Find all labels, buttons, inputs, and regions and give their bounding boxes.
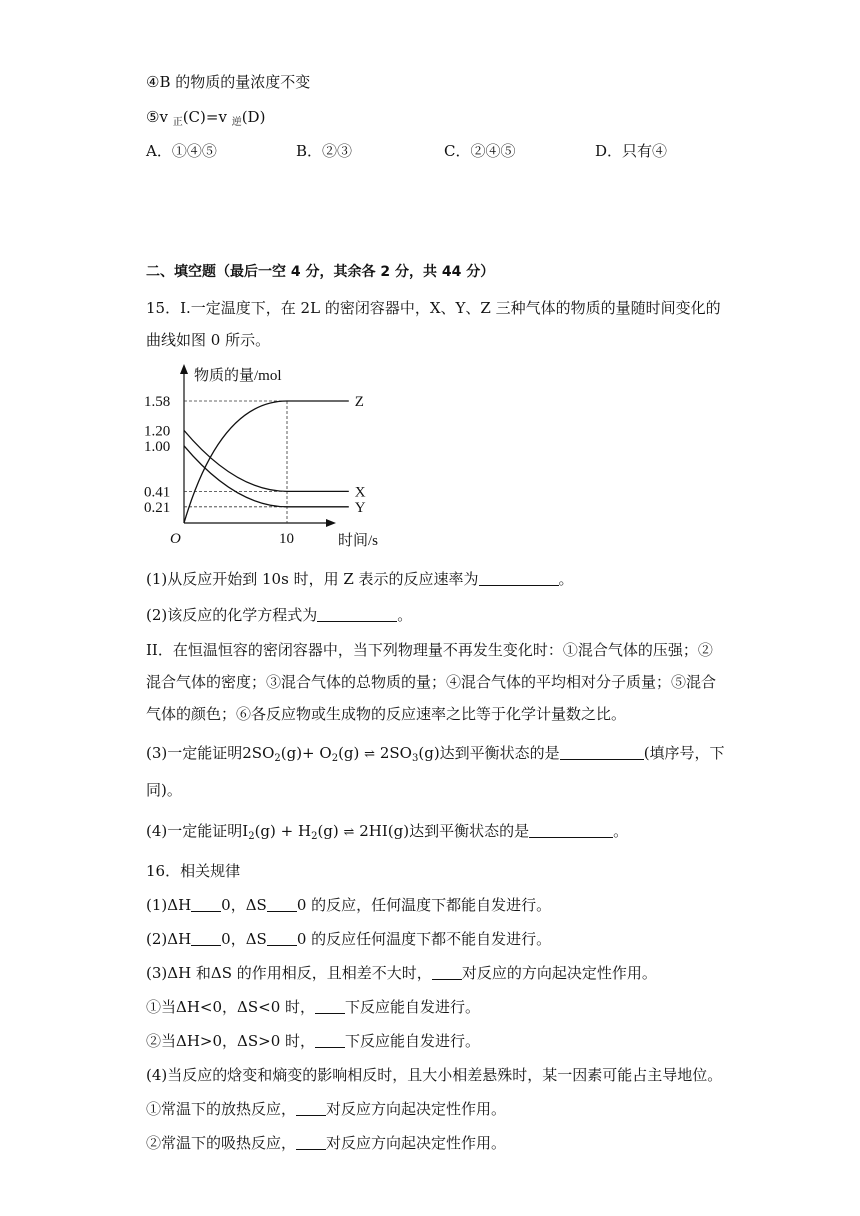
q15-ii-line3: 气体的颜色；⑥各反应物或生成物的反应速率之比等于化学计量数之比。 <box>146 705 627 723</box>
series-label-Y: Y <box>354 499 366 516</box>
answer-blank[interactable] <box>479 571 559 586</box>
q16-line6: (4)当反应的焓变和熵变的影响相反时，且大小相差悬殊时，某一因素可能占主导地位。 <box>146 1066 723 1084</box>
q14-option-d: D．只有④ <box>595 142 668 160</box>
x-axis-arrow-icon <box>326 519 336 527</box>
q16-line1: (1)ΔH 0，ΔS 0 的反应，任何温度下都能自发进行。 <box>146 896 552 914</box>
answer-blank[interactable] <box>191 897 221 912</box>
q15-intro-line1: 15．I.一定温度下，在 2L 的密闭容器中，X、Y、Z 三种气体的物质的量随时间变化的 <box>146 299 721 317</box>
answer-blank[interactable] <box>267 897 297 912</box>
amount-vs-time-chart <box>140 360 390 556</box>
so2-equation: $2SO_2(g)+ O_2(g)$ ⇌ $2SO_3(g)$ <box>242 744 440 764</box>
series-line-Y <box>184 446 349 507</box>
answer-blank[interactable] <box>317 607 397 622</box>
equilibrium-arrow-icon: ⇌ <box>364 747 376 762</box>
y-axis-arrow-icon <box>180 364 188 374</box>
x-tick-label: 10 <box>279 531 294 547</box>
y-tick-label: 1.20 <box>144 423 171 440</box>
y-tick-label: 0.21 <box>144 499 171 516</box>
y-tick-label: 1.00 <box>144 438 171 455</box>
q15-part4: (4)一定能证明$I_2(g) + H_2(g)$ ⇌ 2HI(g)达到平衡状态的是 。 <box>146 822 629 842</box>
q15-part1: (1)从反应开始到 10s 时，用 Z 表示的反应速率为 。 <box>146 570 574 588</box>
q15-intro-line2: 曲线如图 0 所示。 <box>146 331 271 349</box>
q14-option-b: B．②③ <box>296 142 353 160</box>
q16-line4: ①当ΔH<0，ΔS<0 时， 下反应能自发进行。 <box>146 998 481 1016</box>
q16-title: 16．相关规律 <box>146 862 241 880</box>
answer-blank[interactable] <box>267 931 297 946</box>
q14-item4: ④B 的物质的量浓度不变 <box>146 73 311 91</box>
answer-blank[interactable] <box>296 1135 326 1150</box>
answer-blank[interactable] <box>529 823 613 838</box>
answer-blank[interactable] <box>296 1101 326 1116</box>
origin-label: O <box>170 531 181 547</box>
q15-ii-line2: 混合气体的密度；③混合气体的总物质的量；④混合气体的平均相对分子质量；⑤混合 <box>146 673 717 691</box>
y-tick-label: 1.58 <box>144 394 171 411</box>
answer-blank[interactable] <box>315 1033 345 1048</box>
answer-blank[interactable] <box>191 931 221 946</box>
answer-blank[interactable] <box>315 999 345 1014</box>
q15-part3-line2: 同)。 <box>146 781 182 799</box>
q16-line3: (3)ΔH 和ΔS 的作用相反，且相差不大时， 对反应的方向起决定性作用。 <box>146 964 657 982</box>
q16-line8: ②常温下的吸热反应， 对反应方向起决定性作用。 <box>146 1134 507 1152</box>
q15-part3: (3)一定能证明$2SO_2(g)+ O_2(g)$ ⇌ $2SO_3(g)$达到平衡状态的是 (填序号，下 <box>146 744 725 764</box>
q14-item5: ⑤v $_正$(C)=v $_逆$(D) <box>146 108 266 128</box>
answer-blank[interactable] <box>432 965 462 980</box>
series-label-Z: Z <box>354 394 364 411</box>
q16-line7: ①常温下的放热反应， 对反应方向起决定性作用。 <box>146 1100 507 1118</box>
hi-equation: $I_2(g) + H_2(g)$ ⇌ 2HI(g) <box>242 822 410 842</box>
q15-ii-line1: II．在恒温恒容的密闭容器中，当下列物理量不再发生变化时：①混合气体的压强；② <box>146 641 713 659</box>
q16-line5: ②当ΔH>0，ΔS>0 时， 下反应能自发进行。 <box>146 1032 481 1050</box>
answer-blank[interactable] <box>560 745 644 760</box>
equilibrium-arrow-icon: ⇌ <box>343 825 355 840</box>
q14-option-a: A．①④⑤ <box>146 142 217 160</box>
q15-part2: (2)该反应的化学方程式为 。 <box>146 606 413 624</box>
q14-option-c: C．②④⑤ <box>444 142 516 160</box>
x-axis-label: 时间/s <box>338 533 379 549</box>
q16-line2: (2)ΔH 0，ΔS 0 的反应任何温度下都不能自发进行。 <box>146 930 552 948</box>
y-axis-label: 物质的量/mol <box>194 368 282 384</box>
series-label-X: X <box>354 484 366 501</box>
section-heading: 二、填空题（最后一空 4 分，其余各 2 分，共 44 分） <box>146 264 495 280</box>
y-tick-label: 0.41 <box>144 484 171 501</box>
